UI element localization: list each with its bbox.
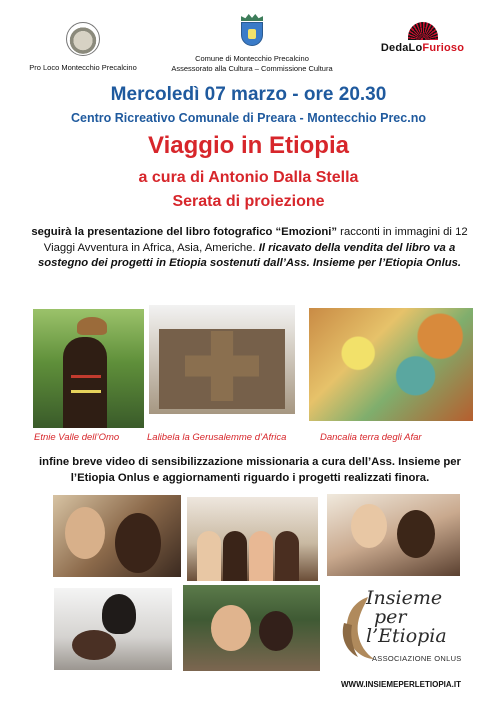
event-curator: a cura di Antonio Dalla Stella [138,169,359,186]
caption-omo-valley: Etnie Valle dell’Omo [34,432,120,443]
insieme-line2: per [374,606,407,628]
photo-group-of-women [187,497,318,581]
book-intro: seguirà la presentazione del libro fotografico “Emozioni” [31,226,338,238]
photo-danakil-landscape [309,308,473,421]
dedalo-furioso-logo [360,0,485,54]
photo-lalibela-church [149,305,295,414]
dedalo-word-part2: Furioso [422,42,465,54]
dedalo-fan-icon [404,20,442,40]
video-description: infine breve video di sensibilizzazione missionaria a cura dell’Ass. Insieme per l’Etiopia Onlus e aggiornamenti riguardo i progetti realizzati finora. [39,456,461,484]
book-charity-note: Il ricavato della vendita del libro va a sostegno dei progetti in Etiopia sostenuti dall’Ass. Insieme per l’Etiopia Onlus. [37,241,462,269]
book-details: racconti in immagini di 12 Viaggi Avventura in Africa, Asia, Americhe. [43,226,468,254]
website-url[interactable]: WWW.INSIEMEPERLETIOPIA.IT [341,680,461,689]
coat-of-arms-icon [239,14,265,48]
photo-woman-with-baby [54,588,172,670]
photo-man-with-child [53,495,181,577]
photo-man-with-children [183,585,320,671]
insieme-line3: l’Etiopia [366,625,447,647]
caption-dancalia: Dancalia terra degli Afar [320,432,422,443]
insieme-association-label: ASSOCIAZIONE ONLUS [372,654,462,663]
comune-name: Comune di Montecchio Precalcino [195,54,309,63]
event-datetime [0,84,497,106]
dedalo-wordmark [360,42,485,54]
insieme-per-etiopia-logo [336,585,466,671]
proloco-name: Pro Loco Montecchio Precalcino [29,63,137,72]
book-description [22,225,477,272]
proloco-emblem-icon [66,22,100,56]
photo-omo-valley-woman [33,309,144,428]
proloco-logo [8,0,158,72]
insieme-line1: Insieme [366,587,443,609]
comune-department: Assessorato alla Cultura – Commissione Cultura [171,64,333,73]
photo-woman-with-girl [327,494,460,576]
event-venue: Centro Ricreativo Comunale di Preara - Montecchio Prec.no [71,111,426,125]
dedalo-word-part1: DedaLo [380,42,423,54]
event-kind: Serata di proiezione [172,193,325,210]
event-date: Mercoledì 07 marzo - [110,84,299,105]
insieme-wordmark [366,589,447,646]
comune-logo [152,0,352,74]
event-title: Viaggio in Etiopia [148,132,349,159]
event-time: ore 20.30 [303,84,387,105]
caption-lalibela: Lalibela la Gerusalemme d’Africa [147,432,287,443]
